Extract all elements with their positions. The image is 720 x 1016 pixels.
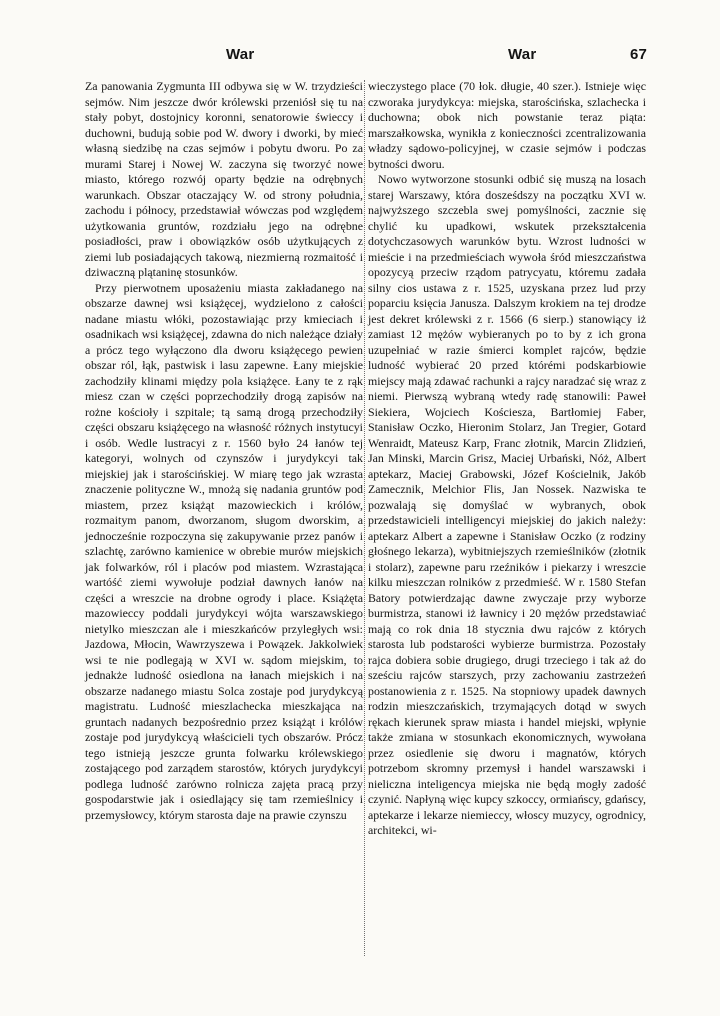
paragraph: wieczystego place (70 łok. długie, 40 szer.). Istnieje więc czworaka jurydykcya: miejska, starościńska, szlachecka i duchowna; obok nich powstanie teraz piąta: marszałkowska, wynikła z konieczności zcentralizowania władzy sądowo-policyjnej, w czasie sejmów i podczas bytności dworu. [368, 79, 646, 171]
left-text-column [85, 79, 363, 823]
running-head-right: War [508, 46, 537, 63]
right-text-column [368, 79, 646, 839]
paragraph: Za panowania Zygmunta III odbywa się w W. trzydzieści sejmów. Nim jeszcze dwór królewski przeniósł się tu na stały pobyt, dostojnicy koronni, senatorowie świeccy i duchowni, budują sobie pod W. dwory i dworki, by mieć własną siedzibę na czas sejmów i pobytu dworu. Po za murami Starej i Nowej W. zaczyna się tworzyć nowe miasto, którego rozwój oparty będzie na odrębnych warunkach. Obszar otaczający W. od strony południa, zachodu i północy, przedstawiał wówczas pod względem użytkowania gruntów, rozdziału jego na odrębne posiadłości, praw i obowiązków osób użytkujących z ziemi lub posiadających takową, niezmierną rozmaitość i dziwaczną plątaninę stosunków. [85, 79, 363, 279]
column-divider [364, 80, 365, 956]
page-number: 67 [630, 46, 648, 63]
paragraph: Przy pierwotnem uposażeniu miasta zakładanego na obszarze dawnej wsi książęcej, wydzielono z całości nadane miastu włóki, pozostawiając przy kmieciach i osadnikach wsi książęcej, zdawna do nich należące działy a prócz tego wyłączono dla dworu książęcego pewien obszar ról, łąk, pastwisk i lasu zapewne. Łany miejskie zachodziły klinami między pola książęce. Łany te z rąk miesz czan w części poprzechodziły drogą zapisów na rożne kościoły i szpitale; tą samą drogą przechodziły części obszaru książęcego na własność różnych instytucyi i osób. Wedle lustracyi z r. 1560 było 24 łanów tej kategoryi, wolnych od czynszów i jurydykcyi tak miejskiej jak i starościńskiej. W miarę tego jak wzrasta znaczenie polityczne W., mnożą się nadania gruntów pod miastem, przez książąt mazowieckich i królów, rozmaitym panom, dworzanom, sługom dworskim, a jednocześnie rozpoczyna się zakupywanie przez panów i szlachtę, zarówno kamienice w obrebie murów miejskich jak folwarków, ról i placów pod miastem. Wzrastająca wartóść ziemi wywołuje podział dawnych łanów na części a wreszcie na drobne ogrody i place. Książęta mazowieccy poddali jurydykcyi wójta warszawskiego nietylko mieszczan ale i mieszkańców przyległych wsi: Jazdowa, Młocin, Wawrzyszewa i Powązek. Jakkolwiek wsi te nie podlegają w XVI w. sądom miejskim, to jednakże ludność osiedlona na łanach miejskich i na obszarze nadanego miastu Solca zostaje pod jurydykcyą magistratu. Ludność mieszlachecka mieszkająca na gruntach nadanych bezpośrednio przez książąt i królów zostaje pod jurydykcyą właścicieli tych obszarów. Prócz tego istnieją jeszcze grunta folwarku królewskiego zostającego pod zarządem starostów, których jurydykcyi podlega ludność zarówno rolnicza zajęta pracą przy gospodarstwie jak i osiedlający się tam rzemieślnicy i przemysłowcy, którym starosta daje na prawie czynszu [85, 280, 363, 822]
running-head-left: War [226, 46, 255, 63]
paragraph: Nowo wytworzone stosunki odbić się muszą na losach starej Warszawy, która dosześdszy na początku XVI w. najwyższego szczebla swej pomyślności, zacznie się chylić ku upadkowi, wskutek przekształcenia dotychczasowych warunków bytu. Wzrost ludności w mieście i na przedmieściach wywoła śród mieszczaństwa opozycyą przeciw rządom patrycyatu, któremu zadała silny cios ustawa z r. 1525, uzyskana przez lud przy poparciu księcia Janusza. Dalszym krokiem na tej drodze jest dekret królewski z r. 1566 (6 sierp.) stanowiący iż zamiast 12 mężów wybieranych po to by z ich grona uzupełniać w razie śmierci komplet rajców, będzie ludność wybierać 20 przed którémi podskarbiowie miejscy mają zdawać rachunki a rajcy naradzać się wraz z niemi. Pierwszą wybraną wtedy radę stanowili: Paweł Siekiera, Wojciech Kościesza, Bartłomiej Faber, Stanisław Oczko, Hieronim Stolarz, Jan Tregier, Gotard Wenraidt, Mateusz Karp, Franc złotnik, Marcin Zlidzień, Jan Minski, Marcin Grisz, Maciej Urbański, Nóż, Albert aptekarz, Maciej Grabowski, Józef Kościelnik, Jakób Zamecznik, Melchior Flis, Jan Nossek. Nazwiska te pozwalają się domyślać w wybranych, obok przedstawicieli intelligencyi miejskiej do jakich należy: aptekarz Albert a zapewne i Stanisław Oczko (z rodziny głośnego lekarza), wybitniejszych rzemieślników (złotnik i stolarz), zapewne paru rzeźników i piekarzy i wreszcie kilku mieszczan rolników z przedmieść. W r. 1580 Stefan Batory potwierdzając dawne zwyczaje przy wyborze burmistrza, stanowi iż ławnicy i 20 mężów przedstawiać mają co rok dnia 18 stycznia dwu rajców z których starosta lub podstarości wybierze burmistrza. Pozostały rajca dobiera sobie drugiego, drugi trzeciego i tak aż do sześciu rajców starszych, przy zachowaniu zastrzeżeń postanowienia z r. 1525. Na stopniowy upadek dawnych rodzin mieszczańskich, trzymających dotąd w swych rękach kierunek spraw miasta i handel miejski, wpłynie także zmiana w stosunkach ekonomicznych, wywołana przez osiedlenie się dworu i magnatów, których potrzebom skromny przemysł i handel warszawski i nieliczna inteligencya miejska nie będą mogły zadość czynić. Napłyną więc kupcy szkoccy, ormiańscy, gdańscy, aptekarze i lekarze niemieccy, włoscy muzycy, ogrodnicy, architekci, wi- [368, 172, 646, 837]
page-header [0, 46, 720, 68]
